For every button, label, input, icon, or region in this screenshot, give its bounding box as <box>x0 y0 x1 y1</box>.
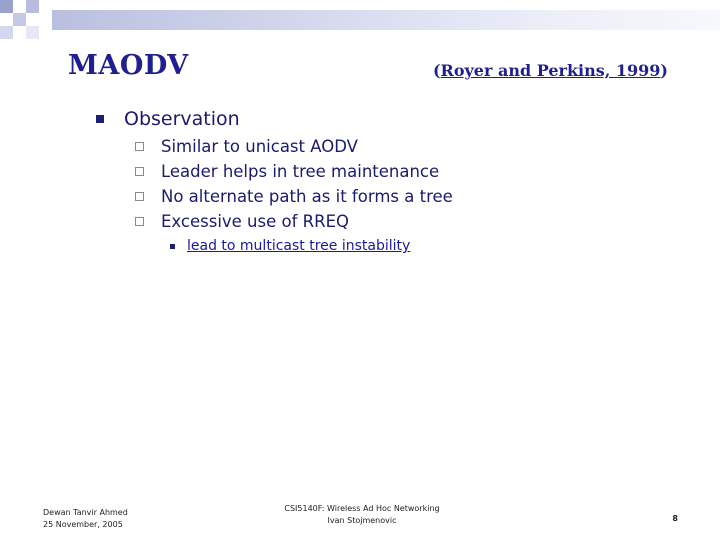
slide-title: MAODV <box>68 50 189 81</box>
footer-course-block <box>262 503 462 527</box>
hollow-square-bullet-icon <box>135 217 144 226</box>
bullet-label: Observation <box>124 108 240 130</box>
bullet-observation <box>96 108 240 130</box>
footer-author: Dewan Tanvir Ahmed <box>43 508 128 517</box>
sub-bullet-text: Similar to unicast AODV <box>161 137 358 156</box>
sub-bullet-item <box>135 137 358 156</box>
square-bullet-icon <box>96 115 104 123</box>
sub-sub-bullet-item <box>170 238 410 254</box>
sub-bullet-text: Leader helps in tree maintenance <box>161 162 440 181</box>
footer-instructor: Ivan Stojmenovic <box>327 516 397 525</box>
sub-bullet-item <box>135 162 439 181</box>
footer-date: 25 November, 2005 <box>43 520 123 529</box>
hollow-square-bullet-icon <box>135 142 144 151</box>
sub-bullet-item <box>135 212 349 231</box>
citation-close-paren: ) <box>660 61 668 80</box>
sub-bullet-item <box>135 187 453 206</box>
footer-course: CSI5140F: Wireless Ad Hoc Networking <box>284 504 440 513</box>
citation <box>433 61 668 80</box>
hollow-square-bullet-icon <box>135 167 144 176</box>
citation-open-paren: ( <box>432 61 441 80</box>
decorative-checker-pattern <box>0 0 720 40</box>
citation-link[interactable]: Royer and Perkins, 1999 <box>440 61 661 80</box>
hollow-square-bullet-icon <box>135 192 144 201</box>
sub-bullet-text: No alternate path as it forms a tree <box>161 187 453 206</box>
sub-bullet-text: Excessive use of RREQ <box>161 212 350 231</box>
footer-author-block <box>43 507 128 531</box>
small-square-bullet-icon <box>170 244 175 249</box>
sub-sub-bullet-link[interactable]: lead to multicast tree instability <box>187 238 411 254</box>
page-number: 8 <box>672 514 678 523</box>
